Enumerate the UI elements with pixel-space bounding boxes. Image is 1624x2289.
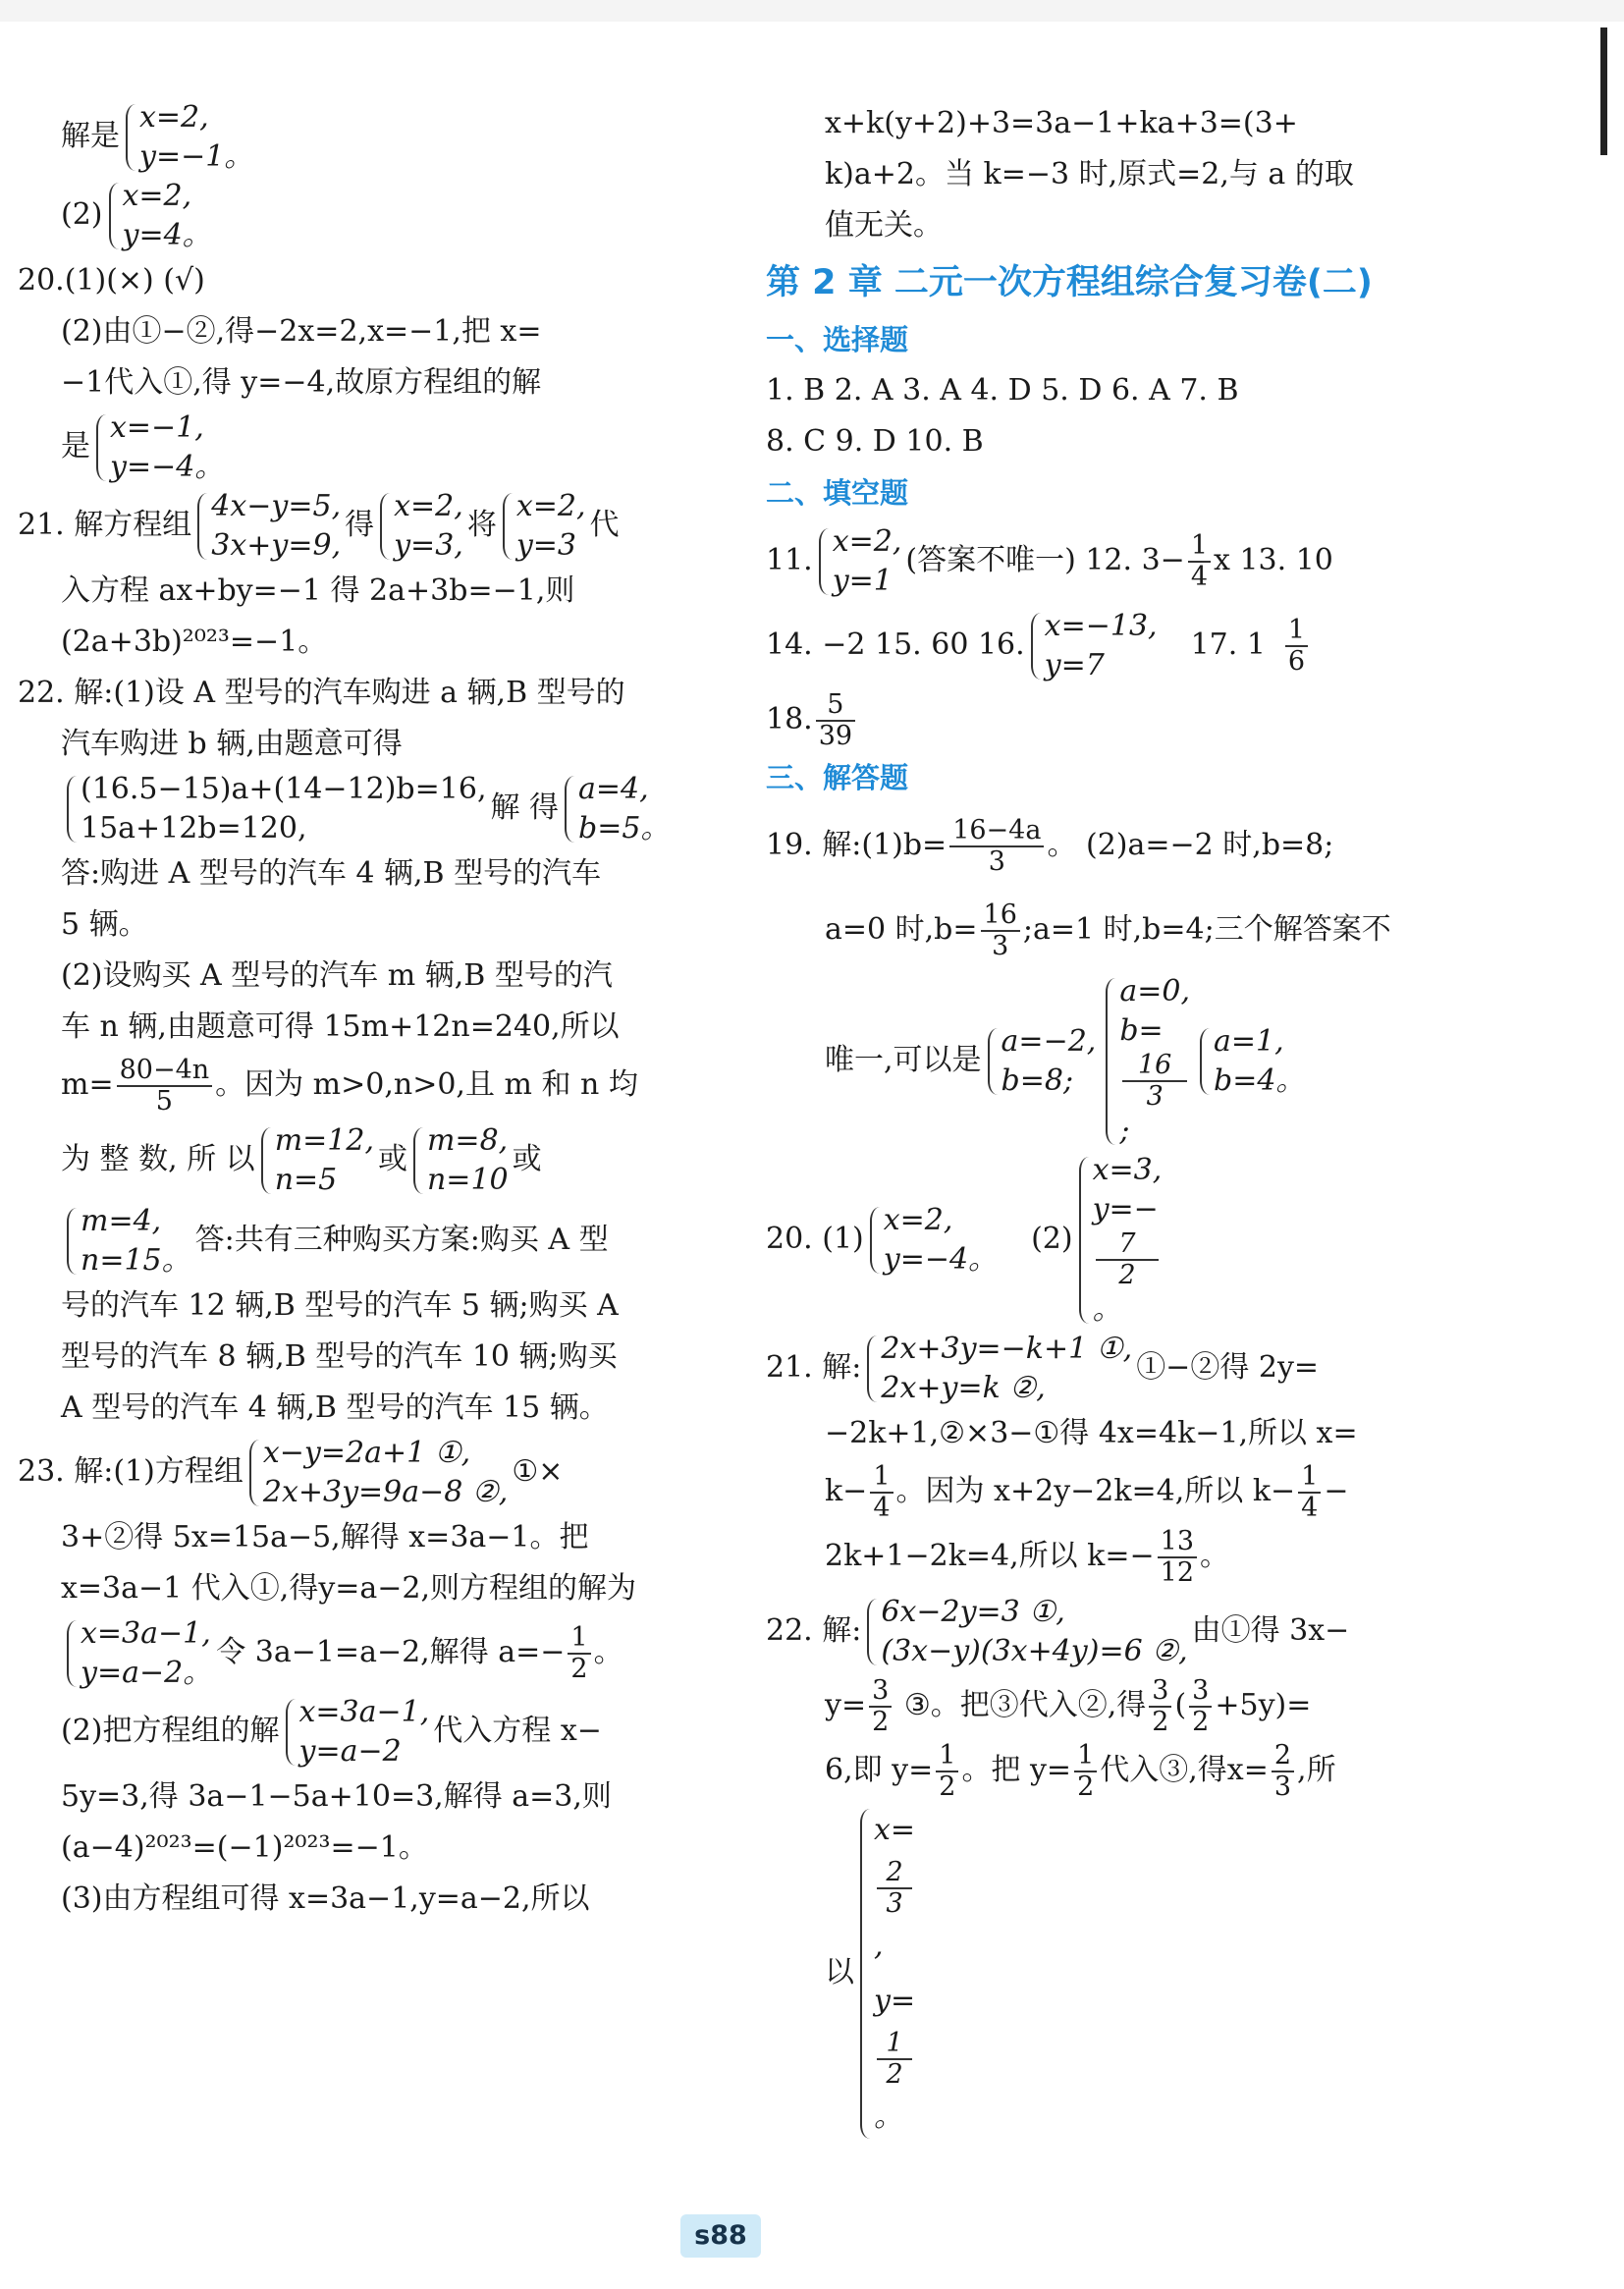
scan-top-margin xyxy=(0,0,1624,22)
equation-system: x=2, y=3, xyxy=(378,487,463,566)
answer-line: (3)由方程组可得 x=3a−1,y=a−2,所以 xyxy=(61,1881,590,1916)
answer-line: 6,即 y= $\frac{1}{2}$ 。把 y= $\frac{1}{2}$ 代入③,得x= $\frac{2}{3}$ ,所 xyxy=(825,1740,1336,1802)
equation-system: x=−13, y=7 xyxy=(1029,607,1158,685)
answer-line: 车 n 辆,由题意可得 15m+12n=240,所以 xyxy=(61,1009,620,1044)
equation-system: m=4, n=15。 xyxy=(65,1202,191,1281)
answer-line: m= $\frac{80-4n}{5}$ 。因为 m>0,n>0,且 m 和 n 均 xyxy=(61,1055,638,1117)
fraction: 1 2 xyxy=(877,2029,912,2090)
page-edge-mark xyxy=(1600,27,1607,155)
fraction: $\frac{1}{6}$ xyxy=(1285,616,1308,677)
answer-line: −2k+1,②×3−①得 4x=4k−1,所以 x= xyxy=(825,1416,1358,1450)
answer-20: 20. (1) x=2, y=−4。 (2) x=3, y=− 7 2 。 xyxy=(766,1151,1453,1330)
answer-line xyxy=(18,98,695,177)
section-heading: 二、填空题 xyxy=(766,476,909,510)
right-column xyxy=(766,98,1453,2145)
answer-23: 23. 解:(1)方程组 x−y=2a+1 ①, 2x+3y=9a−8 ②, ①× xyxy=(18,1434,695,1512)
answer-line xyxy=(18,177,695,255)
answer-22: 22. 解: 6x−2y=3 ①, (3x−y)(3x+4y)=6 ②, 由①得 3x− xyxy=(766,1589,1453,1673)
answer-line: x=3a−1 代入①,得y=a−2,则方程组的解为 xyxy=(61,1571,637,1606)
answer-21: 21. 解: 2x+3y=−k+1 ①, 2x+y=k ②, ①−②得 2y= xyxy=(766,1330,1453,1408)
equation-system: x=2, y=−1。 xyxy=(124,98,253,177)
equation-system: m=8, n=10 xyxy=(411,1121,509,1200)
answer-21: 21. 解方程组 4x−y=5, 3x+y=9, 得 x=2, y=3, 将 x=2, y=3 代 xyxy=(18,487,695,566)
equation-system: 6x−2y=3 ①, (3x−y)(3x+4y)=6 ②, xyxy=(865,1593,1187,1671)
answer-20: 20.(1)(×) (√) xyxy=(18,263,205,298)
fraction: 7 2 xyxy=(1096,1229,1160,1290)
fraction: $\frac{3}{2}$ xyxy=(1149,1676,1171,1737)
equation-system: a=0, b= 16 3 ; xyxy=(1104,972,1190,1151)
mc-answers: 1. B 2. A 3. A 4. D 5. D 6. A 7. B xyxy=(766,373,1239,408)
answer-line: (2)由①−②,得−2x=2,x=−1,把 x= xyxy=(61,314,542,349)
fraction: $\frac{1}{2}$ xyxy=(568,1623,590,1684)
answer-line: 号的汽车 12 辆,B 型号的汽车 5 辆;购买 A xyxy=(61,1288,619,1323)
answer-line: A 型号的汽车 4 辆,B 型号的汽车 15 辆。 xyxy=(61,1390,609,1425)
answer-line: 为 整 数, 所 以 m=12, n=5 或 m=8, n=10 或 xyxy=(18,1117,695,1202)
fill-answer-11: 11. x=2, y=1 (答案不唯一) 12. 3− $\frac{1}{4}$ x 13. 10 xyxy=(766,518,1453,603)
fraction: $\frac{1}{2}$ xyxy=(936,1741,958,1802)
answer-line: 答:购进 A 型号的汽车 4 辆,B 型号的汽车 xyxy=(61,856,602,891)
equation-system: x−y=2a+1 ①, 2x+3y=9a−8 ②, xyxy=(247,1434,508,1512)
text: (2) xyxy=(61,197,103,232)
fraction: $\frac{16-4a}{3}$ xyxy=(949,816,1044,877)
equation-system: a=1, b=4。 xyxy=(1198,1022,1305,1101)
answer-line: 唯一,可以是 a=−2, b=8; a=0, b= 16 3 ; a=1, b=4。 xyxy=(766,972,1453,1151)
answer-line: 5 辆。 xyxy=(61,907,148,942)
fill-answer-14: 14. −2 15. 60 16. x=−13, y=7 17. 1 $\frac{1}{6}$ xyxy=(766,603,1453,687)
fraction: $\frac{16}{3}$ xyxy=(981,900,1020,961)
left-column xyxy=(18,98,695,1925)
answer-line: x=3a−1, y=a−2。 令 3a−1=a−2,解得 a=− $\frac{1}{2}$ 。 xyxy=(18,1614,695,1693)
fraction: $\frac{1}{4}$ xyxy=(1298,1462,1321,1523)
equation-system: (16.5−15)a+(14−12)b=16, 15a+12b=120, xyxy=(65,770,486,848)
chapter-title: 第 2 章 二元一次方程组综合复习卷(二) xyxy=(766,263,1373,302)
answer-line: 5y=3,得 3a−1−5a+10=3,解得 a=3,则 xyxy=(61,1779,612,1814)
answer-line: −1代入①,得 y=−4,故原方程组的解 xyxy=(61,365,542,400)
answer-line: 2k+1−2k=4,所以 k=− $\frac{13}{12}$ 。 xyxy=(825,1526,1229,1588)
section-heading: 三、解答题 xyxy=(766,761,909,794)
equation-system: 4x−y=5, 3x+y=9, xyxy=(195,487,341,566)
equation-system: x=3a−1, y=a−2。 xyxy=(65,1614,212,1693)
answer-line: (16.5−15)a+(14−12)b=16, 15a+12b=120, 解 得 a=4, b=5。 xyxy=(18,770,695,848)
answer-line: (2a+3b)²⁰²³=−1。 xyxy=(61,625,328,659)
fraction: $\frac{2}{3}$ xyxy=(1272,1741,1294,1802)
answer-line: y= $\frac{3}{2}$ ③。把③代入②,得 $\frac{3}{2}$ ( $\frac{3}{2}$ +5y)= xyxy=(825,1675,1312,1737)
mc-answers: 8. C 9. D 10. B xyxy=(766,424,984,459)
fraction: $\frac{3}{2}$ xyxy=(869,1676,892,1737)
equation-system: x=2, y=−4。 xyxy=(868,1201,998,1280)
equation-system: x=2, y=4。 xyxy=(107,177,212,255)
equation-system: a=−2, b=8; xyxy=(986,1022,1097,1101)
answer-line: 汽车购进 b 辆,由题意可得 xyxy=(61,727,403,761)
fraction: $\frac{3}{2}$ xyxy=(1189,1676,1212,1737)
section-heading: 一、选择题 xyxy=(766,323,909,356)
fraction: 2 3 xyxy=(877,1858,912,1919)
answer-line: 型号的汽车 8 辆,B 型号的汽车 10 辆;购买 xyxy=(61,1339,618,1374)
page-number: s88 xyxy=(680,2214,761,2258)
answer-line: k)a+2。当 k=−3 时,原式=2,与 a 的取 xyxy=(825,157,1354,191)
fraction: $\frac{1}{4}$ xyxy=(870,1462,893,1523)
answer-line: 3+②得 5x=15a−5,解得 x=3a−1。把 xyxy=(61,1520,589,1554)
fraction: $\frac{80-4n}{5}$ xyxy=(117,1056,213,1117)
answer-line: (2)把方程组的解 x=3a−1, y=a−2 代入方程 x− xyxy=(18,1693,695,1771)
equation-system: x=2, y=1 xyxy=(817,522,902,601)
answer-line: 是 x=−1, y=−4。 xyxy=(18,409,695,487)
equation-system: x= 2 3 , y= 1 2 。 xyxy=(858,1803,915,2145)
answer-line: k− $\frac{1}{4}$ 。因为 x+2y−2k=4,所以 k− $\frac{1}{4}$ − xyxy=(825,1461,1349,1523)
fraction: $\frac{1}{2}$ xyxy=(1074,1741,1097,1802)
equation-system: 2x+3y=−k+1 ①, 2x+y=k ②, xyxy=(865,1330,1132,1408)
answer-line: m=4, n=15。 答:共有三种购买方案:购买 A 型 xyxy=(18,1202,695,1281)
fraction: $\frac{13}{12}$ xyxy=(1158,1527,1197,1588)
equation-system: x=3, y=− 7 2 。 xyxy=(1077,1151,1163,1330)
equation-system: x=−1, y=−4。 xyxy=(94,409,224,487)
answer-line: x+k(y+2)+3=3a−1+ka+3=(3+ xyxy=(825,106,1298,140)
answer-line: 入方程 ax+by=−1 得 2a+3b=−1,则 xyxy=(61,573,575,608)
answer-line: (a−4)²⁰²³=(−1)²⁰²³=−1。 xyxy=(61,1830,428,1865)
fraction: $\frac{1}{4}$ xyxy=(1188,531,1211,592)
equation-system: a=4, b=5。 xyxy=(563,770,670,848)
fraction: $\frac{5}{39}$ xyxy=(816,690,855,751)
answer-line: a=0 时,b= $\frac{16}{3}$ ;a=1 时,b=4;三个解答案不 xyxy=(825,899,1391,961)
equation-system: m=12, n=5 xyxy=(259,1121,374,1200)
answer-22: 22. 解:(1)设 A 型号的汽车购进 a 辆,B 型号的 xyxy=(18,676,625,710)
equation-system: x=2, y=3 xyxy=(501,487,586,566)
answer-19: 19. 解:(1)b= $\frac{16-4a}{3}$ 。 (2)a=−2 时,b=8; xyxy=(766,815,1334,877)
answer-line: (2)设购买 A 型号的汽车 m 辆,B 型号的汽 xyxy=(61,958,613,993)
fraction: 16 3 xyxy=(1122,1051,1187,1112)
fill-answer-18: 18. $\frac{5}{39}$ xyxy=(766,687,1453,752)
answer-line: 值无关。 xyxy=(825,208,943,243)
text: 解是 xyxy=(61,119,120,153)
equation-system: x=3a−1, y=a−2 xyxy=(284,1693,430,1771)
answer-line: 以 x= 2 3 , y= 1 2 。 xyxy=(766,1803,1453,2145)
